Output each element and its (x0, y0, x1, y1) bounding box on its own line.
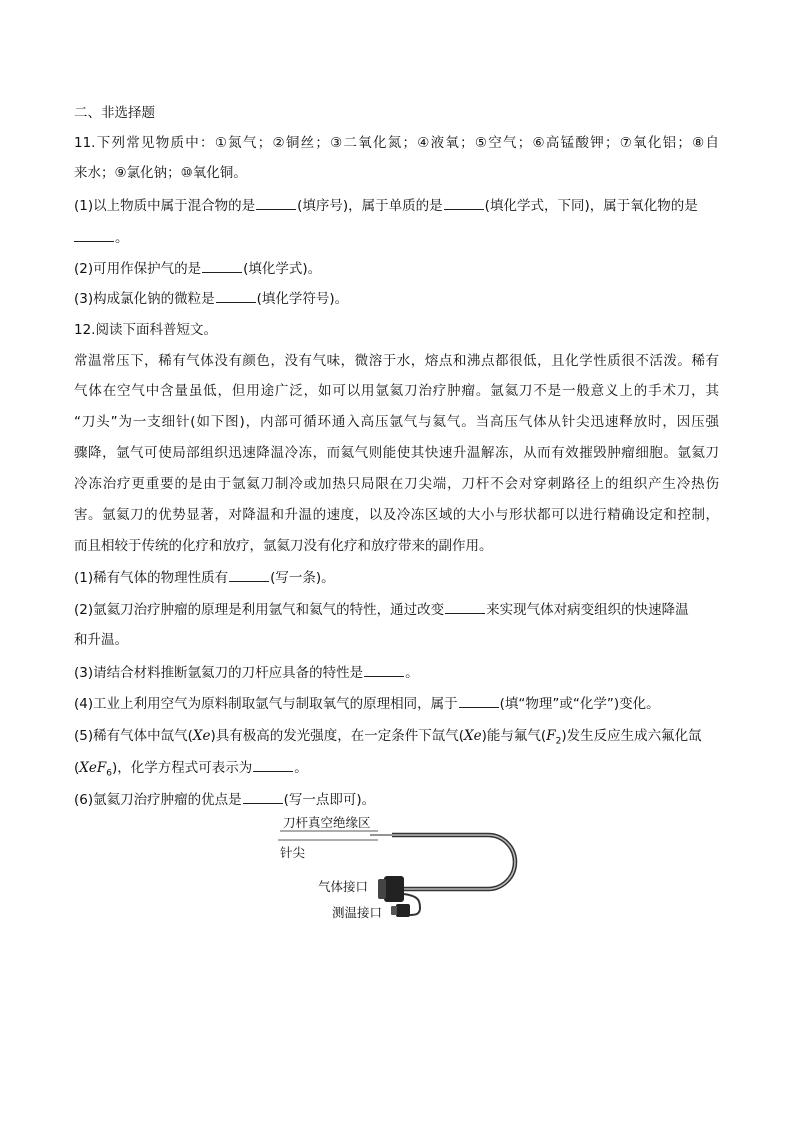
f2-symbol: F (546, 728, 556, 744)
temp-connector-body (396, 904, 410, 917)
f2-subscript: 2 (555, 736, 562, 747)
q12-p1-text-a: (1)稀有气体的物理性质有 (74, 570, 229, 586)
q11-p1-end: 。 (115, 230, 129, 246)
q11-part1 (74, 196, 698, 216)
label-tip: 针尖 (280, 845, 306, 860)
knife-shaft-inner (392, 835, 515, 889)
xef6-symbol: XeF (79, 760, 107, 776)
q12-p7-text-a: (6)氩氦刀治疗肿瘤的优点是 (74, 792, 242, 808)
answer-blank[interactable] (364, 663, 404, 677)
q11-p2-text-a: (2)可用作保护气的是 (74, 261, 202, 277)
q12-p1-text-b: (写一条)。 (270, 570, 335, 586)
q12-part5-cont (74, 758, 308, 784)
q12-part3 (74, 663, 419, 683)
temp-connector-tip (391, 906, 397, 915)
q12-passage-line: 气体在空气中含量虽低，但用途广泛，如可以用氩氦刀治疗肿瘤。氩氦刀不是一般意义上的手术刀，其 (74, 383, 719, 399)
q12-p3-text-a: (3)请结合材料推断氩氦刀的刀杆应具备的特性是 (74, 665, 364, 681)
xef6-subscript: 6 (106, 768, 112, 779)
q11-stem-line2: 来水；⑨氯化钠；⑩氧化铜。 (74, 165, 247, 181)
q12-passage-line: “刀头”为一支细针(如下图)，内部可循环通入高压氩气与氦气。当高压气体从针尖迅速释放时，因压强 (74, 414, 719, 430)
xe-symbol: Xe (464, 728, 482, 744)
q12-passage-line: 常温常压下，稀有气体没有颜色，没有气味，微溶于水，熔点和沸点都很低，且化学性质很不活泼。稀有 (74, 353, 719, 369)
q12-passage-line: 骤降，氩气可使局部组织迅速降温冷冻，而氦气则能使其快速升温解冻，从而有效摧毁肿瘤细胞。氩氦刀 (74, 445, 719, 461)
q11-part1-cont (74, 228, 129, 248)
answer-blank[interactable] (229, 568, 269, 582)
q12-p4-text-a: (4)工业上利用空气为原料制取氩气与制取氧气的原理相同，属于 (74, 696, 458, 712)
q12-passage-line: 冷冻治疗更重要的是由于氩氦刀制冷或加热只局限在刀尖端，刀杆不会对穿刺路径上的组织产生冷热伤 (74, 476, 719, 492)
q12-p5-text-a: (5)稀有气体中氙气( (74, 728, 193, 744)
q11-stem-line1: 11.下列常见物质中：①氮气；②铜丝；③二氧化氮；④液氧；⑤空气；⑥高锰酸钾；⑦氧化铝；⑧自 (74, 135, 719, 151)
q12-p2-text-a: (2)氩氦刀治疗肿瘤的原理是利用氩气和氦气的特性，通过改变 (74, 602, 445, 618)
answer-blank[interactable] (445, 600, 485, 614)
q12-part4 (74, 694, 660, 714)
q11-p1-text-b: (填序号)，属于单质的是 (297, 198, 443, 214)
q12-part6 (74, 790, 375, 810)
gas-connector-body (384, 876, 404, 902)
answer-blank[interactable] (243, 790, 283, 804)
answer-blank[interactable] (253, 758, 293, 772)
q12-p6-text-c: 。 (294, 760, 308, 776)
q12-part2 (74, 600, 689, 620)
q12-passage-line: 而且相较于传统的化疗和放疗，氩氦刀没有化疗和放疗带来的副作用。 (74, 538, 493, 554)
xe-symbol: Xe (192, 728, 211, 744)
q12-stem: 12.阅读下面科普短文。 (74, 322, 217, 338)
section-title: 二、非选择题 (74, 105, 155, 121)
answer-blank[interactable] (444, 196, 484, 210)
answer-blank[interactable] (216, 289, 256, 303)
temp-cable (404, 894, 420, 915)
q12-passage-line: 害。氩氦刀的优势显著，对降温和升温的速度，以及冷冻区域的大小与形状都可以进行精确设定和控制， (74, 507, 719, 523)
q12-p7-text-b: (写一点即可)。 (283, 792, 376, 808)
q11-part2 (74, 259, 321, 279)
q11-part3 (74, 289, 348, 309)
q12-p5-text-d: )发生反应生成六氟化氙 (561, 728, 702, 744)
answer-blank[interactable] (459, 694, 499, 708)
q11-p3-text-b: (填化学符号)。 (256, 291, 349, 307)
q12-part2-cont: 和升温。 (74, 632, 128, 648)
label-temp-port: 测温接口 (332, 905, 383, 920)
answer-blank[interactable] (202, 259, 242, 273)
q12-p3-text-b: 。 (405, 665, 419, 681)
q12-p5-text-b: )具有极高的发光强度，在一定条件下氙气( (210, 728, 465, 744)
q11-p1-text-a: (1)以上物质中属于混合物的是 (74, 198, 256, 214)
knife-shaft-outer (392, 835, 515, 889)
q12-p4-text-b: (填“物理”或“化学”)变化。 (499, 696, 660, 712)
q12-part5 (74, 726, 702, 752)
q12-p5-text-c: )能与氟气( (481, 728, 547, 744)
q12-part1 (74, 568, 335, 588)
label-shaft: 刀杆真空绝缘区 (283, 815, 371, 830)
q11-p3-text-a: (3)构成氯化钠的微粒是 (74, 291, 215, 307)
q11-p2-text-b: (填化学式)。 (243, 261, 322, 277)
q11-p1-text-c: (填化学式，下同)，属于氧化物的是 (484, 198, 698, 214)
answer-blank[interactable] (74, 228, 114, 242)
q12-p2-text-b: 来实现气体对病变组织的快速降温 (486, 602, 689, 618)
q12-p6-text-a: ( (74, 760, 80, 776)
answer-blank[interactable] (256, 196, 296, 210)
q12-p6-text-b: )，化学方程式可表示为 (111, 760, 253, 776)
gas-connector-cap (378, 879, 386, 899)
label-gas-port: 气体接口 (318, 879, 369, 894)
